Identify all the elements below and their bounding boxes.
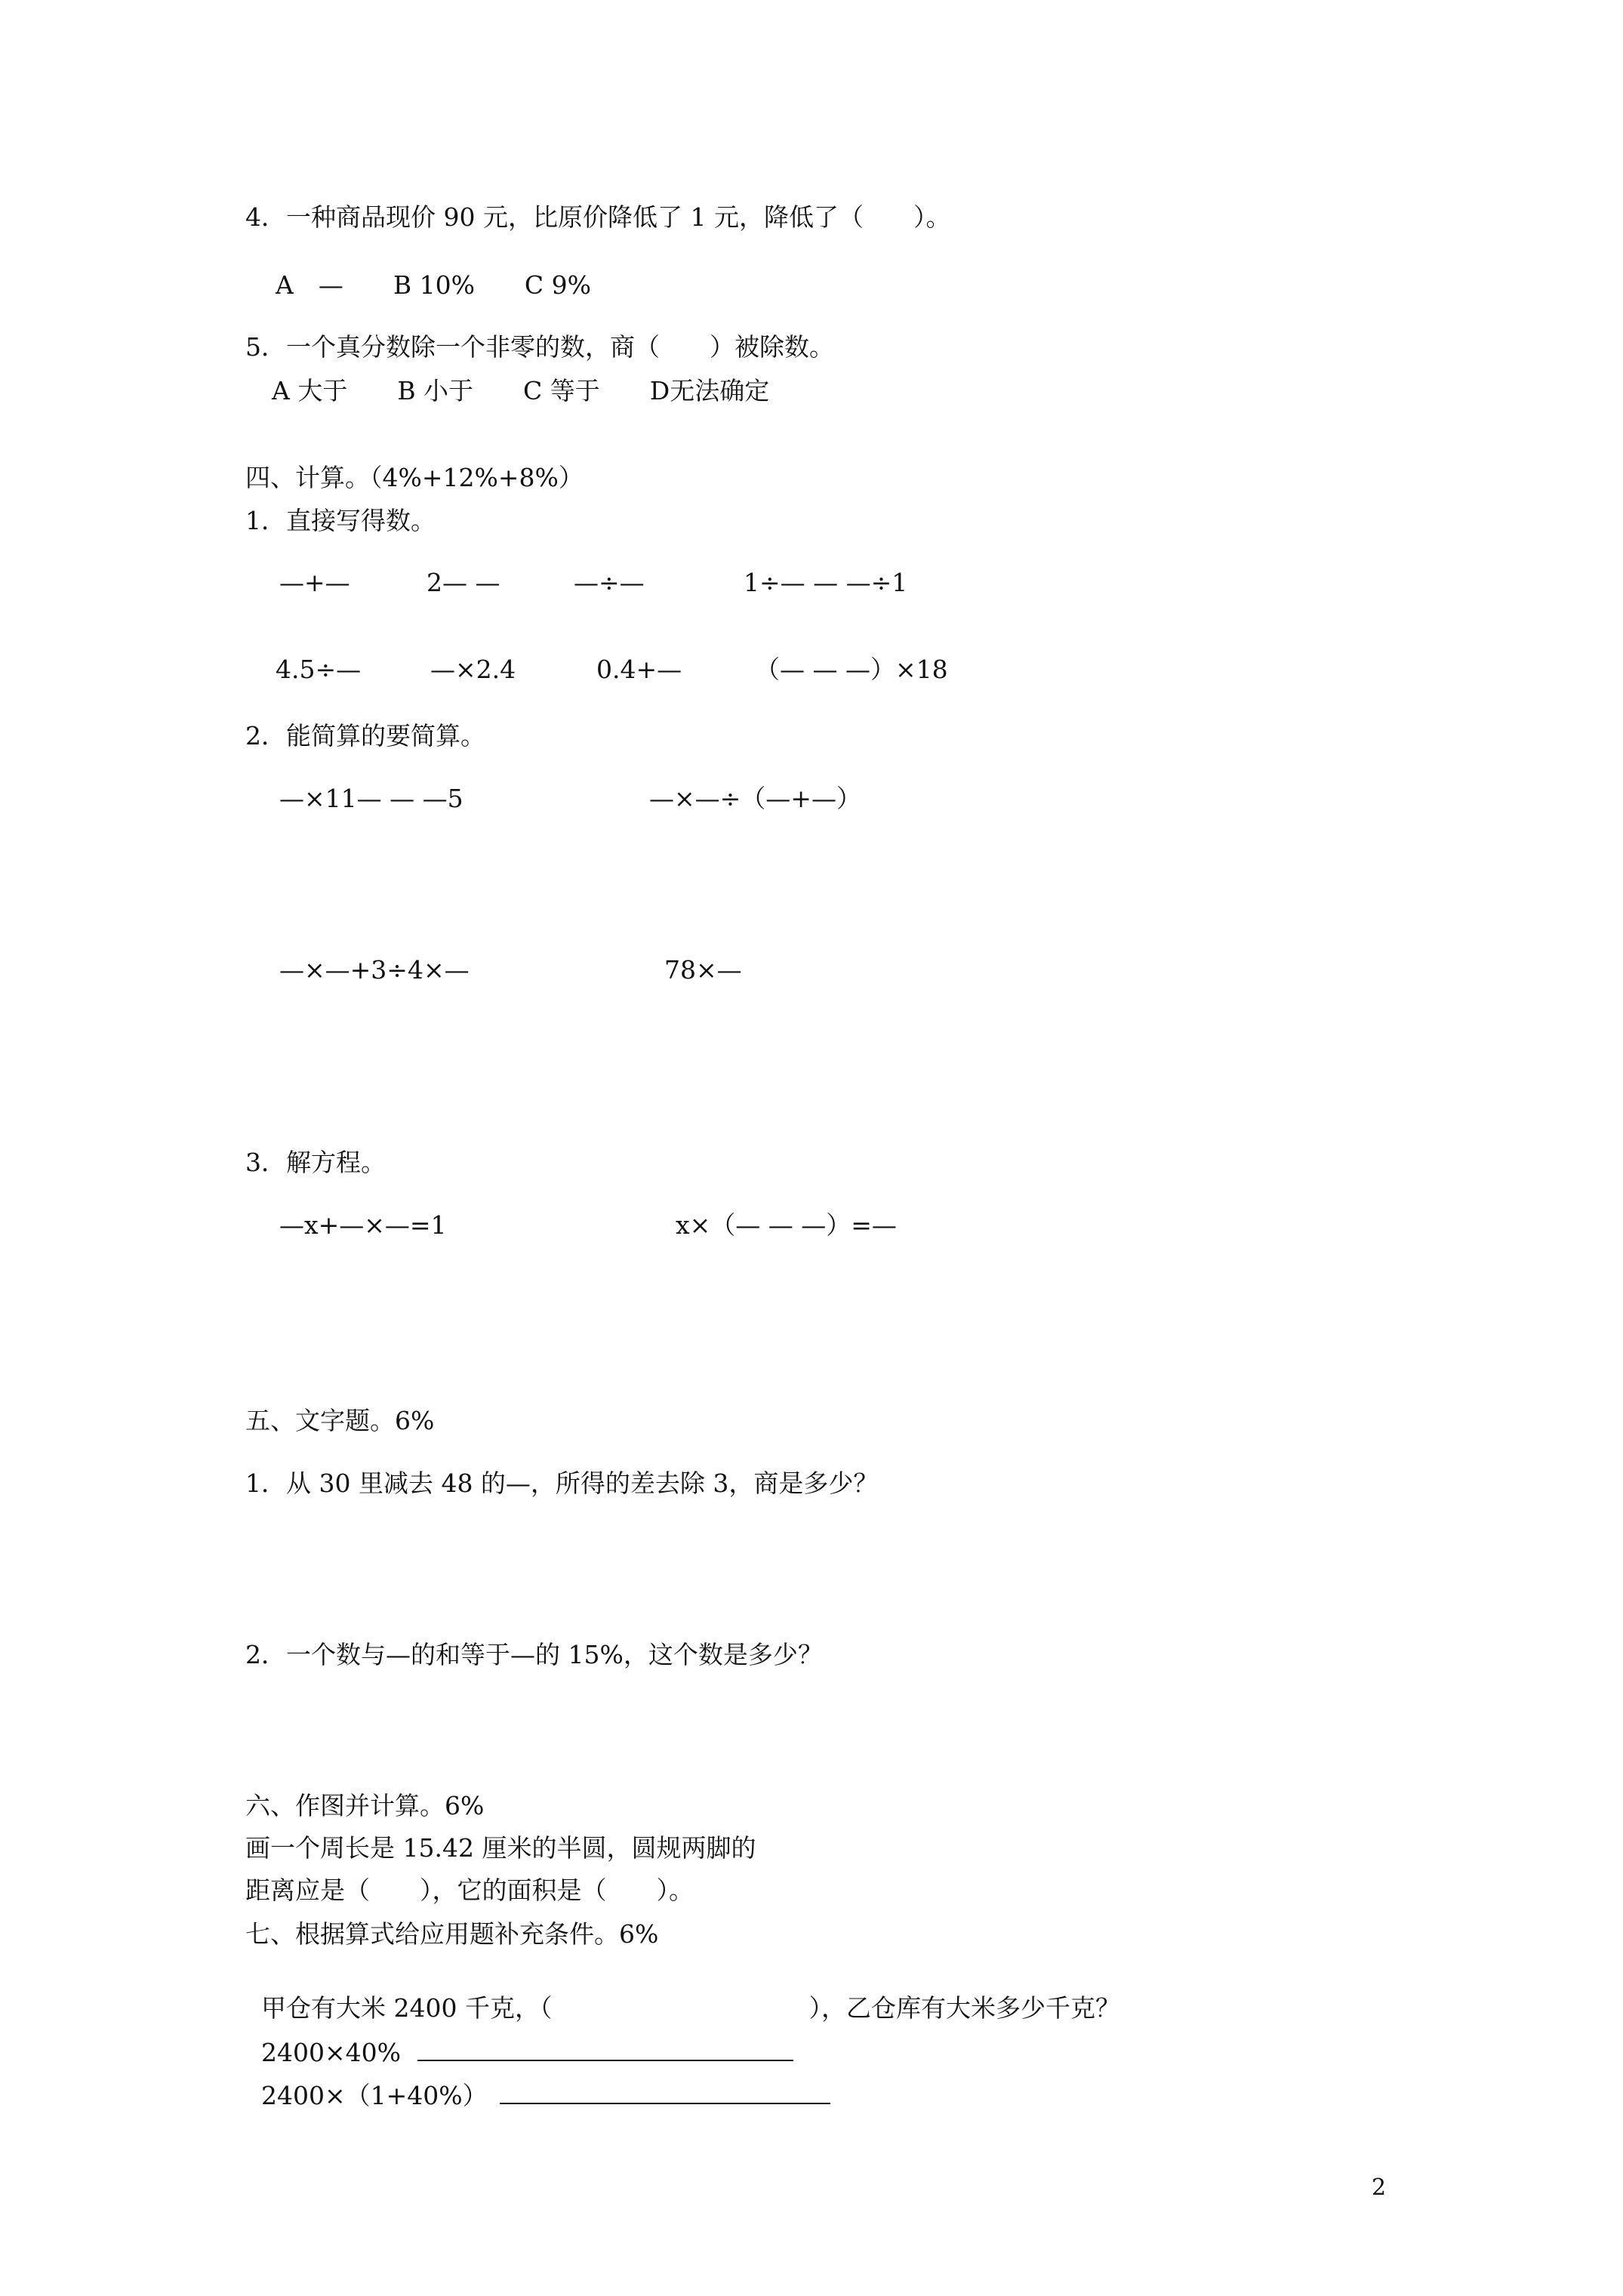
formula-2	[245, 2048, 830, 2111]
section-7-title: 七、根据算式给应用题补充条件。6%	[245, 1919, 659, 1949]
section-6-line-2: 距离应是（ ），它的面积是（ ）。	[245, 1875, 694, 1905]
section-4-part-2-title: 2．能简算的要简算。	[245, 721, 485, 750]
word-problem-1: 1．从 30 里减去 48 的—，所得的差去除 3，商是多少？	[245, 1469, 879, 1498]
simplify-item: —×—+3÷4×—	[279, 955, 470, 985]
page-number: 2	[1372, 2174, 1387, 2201]
answer-blank-2[interactable]	[500, 2079, 830, 2104]
section-4-title: 四、计算。（4%+12%+8%）	[245, 463, 584, 492]
section-7-question-end: ），乙仓库有大米多少千克？	[808, 1993, 1120, 2023]
question-4: 4．一种商品现价 90 元，比原价降低了 1 元，降低了（ ）。	[245, 202, 951, 232]
section-6-title: 六、作图并计算。6%	[245, 1791, 485, 1820]
section-4-part-3-title: 3．解方程。	[245, 1148, 386, 1177]
equation-item: x×（— — —）=—	[676, 1210, 897, 1240]
formula-2-expr: 2400×（1+40%）	[260, 2081, 488, 2110]
oral-calc-item: （— — —）×18	[755, 655, 948, 684]
equation-item: —x+—×—=1	[279, 1210, 447, 1240]
question-5-options: A 大于 B 小于 C 等于 D无法确定	[272, 376, 770, 405]
section-4-part-1-title: 1．直接写得数。	[245, 506, 436, 535]
simplify-item: —×—÷（—+—）	[649, 784, 861, 813]
section-6-line-1: 画一个周长是 15.42 厘米的半圆，圆规两脚的	[245, 1833, 756, 1863]
question-5: 5．一个真分数除一个非零的数，商（ ）被除数。	[245, 332, 834, 362]
section-7-question-start: 甲仓有大米 2400 千克，（	[260, 1993, 553, 2023]
oral-calc-item: —+—	[279, 568, 350, 597]
section-5-title: 五、文字题。6%	[245, 1406, 435, 1435]
oral-calc-item: 0.4+—	[596, 655, 682, 684]
oral-calc-item: 2— —	[427, 568, 500, 597]
oral-calc-item: —÷—	[574, 568, 645, 597]
oral-calc-item: 4.5÷—	[276, 655, 362, 684]
question-4-options: A — B 10% C 9%	[276, 270, 592, 300]
formula-1-expr: 2400×40%	[260, 2038, 401, 2067]
word-problem-2: 2．一个数与—的和等于—的 15%，这个数是多少？	[245, 1640, 823, 1669]
oral-calc-item: —×2.4	[430, 655, 516, 684]
simplify-item: —×11— — —5	[279, 784, 463, 813]
simplify-item: 78×—	[664, 955, 742, 985]
oral-calc-item: 1÷— — —÷1	[744, 568, 908, 597]
